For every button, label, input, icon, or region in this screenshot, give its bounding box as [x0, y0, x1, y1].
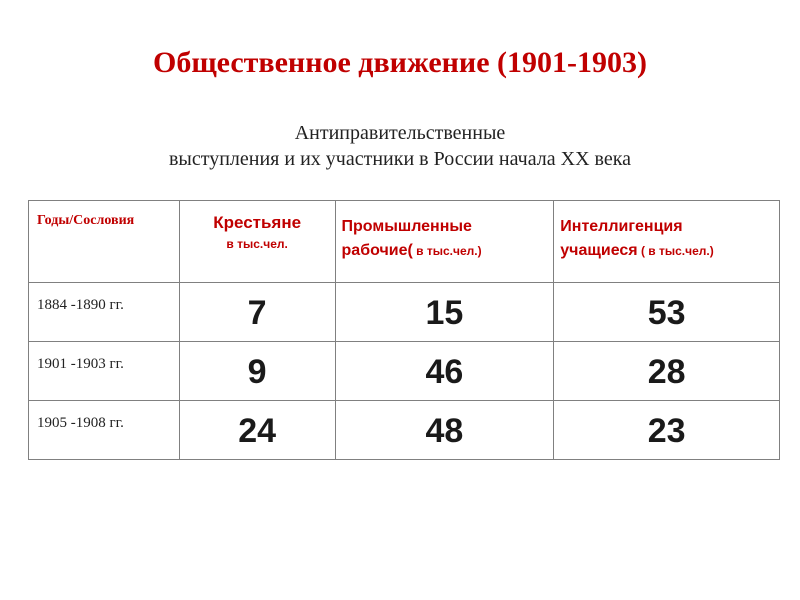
header-intelligentsia-label-2: учащиеся — [560, 242, 638, 259]
header-intelligentsia — [554, 201, 780, 283]
subtitle — [0, 120, 800, 172]
data-table — [28, 200, 780, 460]
table-header-row — [29, 201, 780, 283]
header-workers-unit: в тыс.чел.) — [412, 244, 482, 258]
row-years: 1901 -1903 гг. — [29, 342, 180, 401]
header-peasants-unit: в тыс.чел. — [226, 237, 288, 251]
cell-peasants: 24 — [179, 401, 335, 460]
cell-intelligentsia: 23 — [554, 401, 780, 460]
header-workers-label-2: рабочие( — [341, 242, 413, 259]
subtitle-line-2: выступления и их участники в России начала XX века — [168, 148, 632, 170]
table-row — [29, 342, 780, 401]
row-years: 1884 -1890 гг. — [29, 283, 180, 342]
header-peasants — [179, 201, 335, 283]
cell-workers: 46 — [335, 342, 554, 401]
page-title: Общественное движение (1901-1903) — [153, 46, 647, 79]
row-years: 1905 -1908 гг. — [29, 401, 180, 460]
table-row — [29, 401, 780, 460]
cell-intelligentsia: 53 — [554, 283, 780, 342]
cell-workers: 15 — [335, 283, 554, 342]
cell-workers: 48 — [335, 401, 554, 460]
table-row — [29, 283, 780, 342]
cell-peasants: 9 — [179, 342, 335, 401]
header-workers — [335, 201, 554, 283]
header-intelligentsia-label-1: Интеллигенция — [560, 218, 683, 235]
header-workers-label-1: Промышленные — [341, 218, 472, 235]
cell-intelligentsia: 28 — [554, 342, 780, 401]
header-years: Годы/Сословия — [29, 201, 180, 283]
header-peasants-label: Крестьяне — [213, 213, 302, 232]
subtitle-line-1: Антиправительственные — [294, 122, 506, 144]
cell-peasants: 7 — [179, 283, 335, 342]
header-intelligentsia-unit: ( в тыс.чел.) — [637, 244, 714, 258]
